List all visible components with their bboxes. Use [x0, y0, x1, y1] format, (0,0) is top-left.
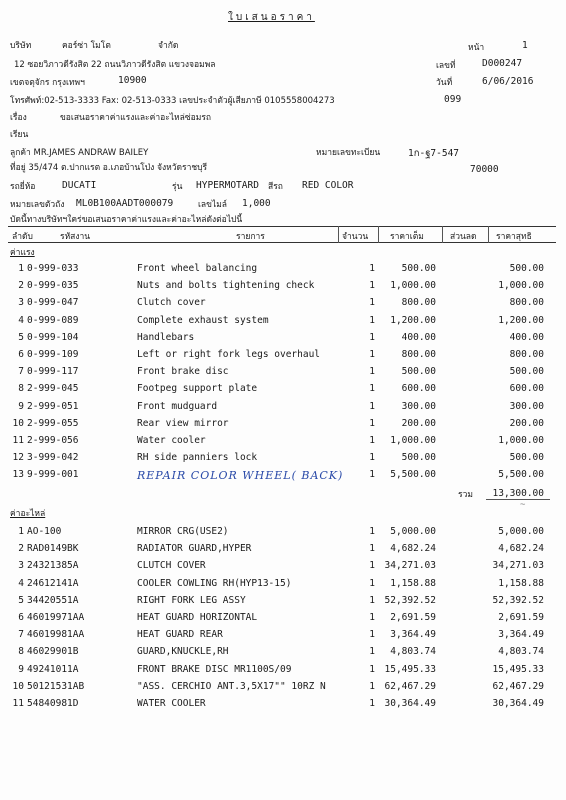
- row-number: 6: [18, 349, 24, 360]
- plate-label: หมายเลขทะเบียน: [316, 148, 381, 158]
- item-full-price: 300.00: [401, 400, 436, 412]
- item-quantity: 1: [369, 646, 375, 658]
- row-number: 11: [12, 698, 24, 709]
- item-net-price: 500.00: [509, 263, 544, 274]
- item-net-price: 200.00: [509, 417, 544, 429]
- item-quantity: 1: [369, 698, 375, 709]
- item-net-price: 1,000.00: [498, 435, 544, 446]
- table-row: [0, 349, 566, 366]
- brand-label: รถยี่ห้อ: [10, 182, 36, 192]
- item-quantity: 1: [369, 577, 375, 589]
- item-description: Rear view mirror: [137, 417, 229, 429]
- labor-section-label: ค่าแรง: [10, 248, 35, 258]
- row-number: 1: [18, 263, 24, 274]
- col-divider: [442, 226, 443, 243]
- item-description: Left or right fork legs overhaul: [137, 349, 321, 360]
- page-label: หน้า: [468, 43, 485, 53]
- table-row: [0, 629, 566, 646]
- table-row: [0, 332, 566, 349]
- row-number: 9: [18, 663, 24, 675]
- item-code: RAD0149BK: [27, 543, 79, 555]
- table-row: [0, 664, 566, 681]
- table-row: [0, 452, 566, 469]
- table-row: [0, 401, 566, 418]
- labor-subtotal-value: 13,300.00: [492, 488, 544, 499]
- item-quantity: 1: [369, 526, 375, 537]
- item-code: AO-100: [27, 526, 62, 537]
- item-full-price: 5,000.00: [390, 526, 436, 537]
- item-full-price: 30,364.49: [384, 698, 436, 709]
- item-net-price: 400.00: [509, 331, 544, 343]
- item-quantity: 1: [369, 663, 375, 675]
- item-full-price: 400.00: [401, 331, 436, 343]
- item-description: HEAT GUARD HORIZONTAL: [137, 612, 258, 623]
- item-description: WATER COOLER: [137, 698, 206, 709]
- item-code: 0-999-089: [27, 314, 79, 326]
- customer-name: ลูกค้า MR.JAMES ANDRAW BAILEY: [10, 148, 149, 158]
- item-description: Water cooler: [137, 435, 206, 446]
- table-row: [0, 263, 566, 280]
- item-net-price: 300.00: [509, 400, 544, 412]
- item-full-price: 500.00: [401, 452, 436, 464]
- company-name: คอร์ซ่า โมโต: [62, 41, 111, 51]
- item-net-price: 1,158.88: [498, 577, 544, 589]
- item-full-price: 4,682.24: [390, 543, 436, 555]
- col-divider: [378, 226, 379, 243]
- item-quantity: 1: [369, 331, 375, 343]
- item-description: Handlebars: [137, 331, 195, 343]
- item-code: 2-999-045: [27, 383, 79, 395]
- item-full-price: 1,000.00: [390, 435, 436, 446]
- item-net-price: 4,803.74: [498, 646, 544, 658]
- item-description: Clutch cover: [137, 297, 206, 309]
- customer-address: ที่อยู่ 35/474 ต.ปากแรต อ.เภอบ้านโป่ง จังหวัดราชบุรี: [10, 163, 208, 173]
- contact-line: โทรศัพท์:02-513-3333 Fax: 02-513-0333 เลขประจำตัวผู้เสียภาษี 0105558004273: [10, 96, 335, 106]
- item-quantity: 1: [369, 435, 375, 446]
- item-code: 24321385A: [27, 560, 79, 572]
- item-net-price: 800.00: [509, 297, 544, 309]
- item-quantity: 1: [369, 629, 375, 641]
- item-full-price: 52,392.52: [384, 594, 436, 606]
- item-full-price: 800.00: [401, 349, 436, 360]
- row-number: 13: [12, 469, 24, 481]
- subtotal-underline: [486, 499, 550, 500]
- item-description: Front wheel balancing: [137, 263, 258, 274]
- item-net-price: 52,392.52: [492, 594, 544, 606]
- item-full-price: 62,467.29: [384, 680, 436, 692]
- color-value: RED COLOR: [302, 180, 354, 191]
- table-row: [0, 526, 566, 543]
- col-divider: [338, 226, 339, 243]
- col-header-desc: รายการ: [236, 232, 265, 242]
- item-description: RH side panniers lock: [137, 452, 258, 464]
- item-quantity: 1: [369, 314, 375, 326]
- item-quantity: 1: [369, 417, 375, 429]
- table-row: [0, 297, 566, 314]
- item-description: GUARD,KNUCKLE,RH: [137, 646, 229, 658]
- chassis-label: หมายเลขตัวถัง: [10, 200, 65, 210]
- item-full-price: 34,271.03: [384, 560, 436, 572]
- row-number: 8: [18, 646, 24, 658]
- item-code: 0-999-033: [27, 263, 79, 274]
- chassis-number: ML0B100AADT000079: [76, 198, 174, 209]
- item-description: "ASS. CERCHIO ANT.3,5X17"" 10RZ N: [137, 680, 326, 692]
- row-number: 9: [18, 400, 24, 412]
- item-full-price: 1,000.00: [390, 280, 436, 292]
- row-number: 5: [18, 331, 24, 343]
- item-code: 2-999-055: [27, 417, 79, 429]
- col-header-price: ราคาเต็ม: [390, 232, 424, 242]
- item-code: 0-999-117: [27, 366, 79, 378]
- item-net-price: 3,364.49: [498, 629, 544, 641]
- item-description: Footpeg support plate: [137, 383, 258, 395]
- table-row: [0, 543, 566, 560]
- row-number: 10: [12, 417, 24, 429]
- item-description: Complete exhaust system: [137, 314, 269, 326]
- item-quantity: 1: [369, 400, 375, 412]
- item-net-price: 30,364.49: [492, 698, 544, 709]
- row-number: 7: [18, 629, 24, 641]
- subject-label: เรื่อง: [10, 113, 27, 123]
- table-row: [0, 578, 566, 595]
- item-description: Front brake disc: [137, 366, 229, 378]
- color-label: สีรถ: [268, 182, 283, 192]
- item-full-price: 2,691.59: [390, 612, 436, 623]
- item-code: 46019971AA: [27, 612, 85, 623]
- item-full-price: 3,364.49: [390, 629, 436, 641]
- item-code: 0-999-035: [27, 280, 79, 292]
- item-code: 0-999-104: [27, 331, 79, 343]
- item-full-price: 15,495.33: [384, 663, 436, 675]
- item-full-price: 4,803.74: [390, 646, 436, 658]
- item-full-price: 1,158.88: [390, 577, 436, 589]
- subject-text: ขอเสนอราคาค่าแรงและค่าอะไหล่ซ่อมรถ: [60, 113, 212, 123]
- mileage-value: 1,000: [242, 198, 271, 209]
- item-description: COOLER COWLING RH(HYP13-15): [137, 577, 292, 589]
- labor-subtotal-label: รวม: [458, 490, 473, 500]
- table-row: [0, 560, 566, 577]
- row-number: 11: [12, 435, 24, 446]
- table-row: [0, 383, 566, 400]
- item-quantity: 1: [369, 612, 375, 623]
- table-row: [0, 280, 566, 297]
- item-code: 3-999-042: [27, 452, 79, 464]
- table-row: [0, 698, 566, 715]
- col-header-qty: จำนวน: [342, 232, 369, 242]
- item-code: 0-999-109: [27, 349, 79, 360]
- intro-text: บัดนี้ทางบริษัทฯใคร่ขอเสนอราคาค่าแรงและค่าอะไหล่ดังต่อไปนี้: [10, 215, 243, 225]
- item-code: 34420551A: [27, 594, 79, 606]
- table-header-rule: [8, 242, 556, 243]
- row-number: 8: [18, 383, 24, 395]
- item-full-price: 500.00: [401, 263, 436, 274]
- item-description: MIRROR CRG(USE2): [137, 526, 229, 537]
- col-header-discount: ส่วนลด: [450, 232, 477, 242]
- item-net-price: 15,495.33: [492, 663, 544, 675]
- item-description: REPAIR COLOR WHEEL( BACK): [137, 469, 344, 483]
- item-quantity: 1: [369, 680, 375, 692]
- row-number: 2: [18, 280, 24, 292]
- date-value: 6/06/2016: [482, 76, 534, 87]
- row-number: 5: [18, 594, 24, 606]
- row-number: 10: [12, 680, 24, 692]
- item-net-price: 500.00: [509, 366, 544, 378]
- item-description: Front mudguard: [137, 400, 218, 412]
- company-suffix: จำกัด: [158, 41, 179, 51]
- page-number: 1: [522, 40, 528, 51]
- pen-scribble: ~: [520, 500, 526, 510]
- item-full-price: 500.00: [401, 366, 436, 378]
- item-net-price: 5,000.00: [498, 526, 544, 537]
- item-full-price: 600.00: [401, 383, 436, 395]
- table-row: [0, 418, 566, 435]
- item-code: 2-999-051: [27, 400, 79, 412]
- row-number: 4: [18, 577, 24, 589]
- item-full-price: 200.00: [401, 417, 436, 429]
- model-value: HYPERMOTARD: [196, 180, 259, 191]
- item-quantity: 1: [369, 469, 375, 481]
- item-quantity: 1: [369, 349, 375, 360]
- table-row: [0, 646, 566, 663]
- item-net-price: 5,500.00: [498, 469, 544, 481]
- company-label: บริษัท: [10, 41, 32, 51]
- item-net-price: 1,000.00: [498, 280, 544, 292]
- table-row: [0, 315, 566, 332]
- table-row: [0, 612, 566, 629]
- item-code: 0-999-047: [27, 297, 79, 309]
- item-quantity: 1: [369, 543, 375, 555]
- item-net-price: 600.00: [509, 383, 544, 395]
- customer-zip: 70000: [470, 164, 499, 175]
- model-label: รุ่น: [172, 182, 183, 192]
- item-net-price: 34,271.03: [492, 560, 544, 572]
- item-quantity: 1: [369, 366, 375, 378]
- item-code: 46019981AA: [27, 629, 85, 641]
- brand-value: DUCATI: [62, 180, 97, 191]
- row-number: 4: [18, 314, 24, 326]
- row-number: 7: [18, 366, 24, 378]
- item-description: RIGHT FORK LEG ASSY: [137, 594, 246, 606]
- item-quantity: 1: [369, 452, 375, 464]
- postal-code: 10900: [118, 75, 147, 86]
- parts-section-label: ค่าอะไหล่: [10, 509, 46, 519]
- item-net-price: 62,467.29: [492, 680, 544, 692]
- item-code: 49241011A: [27, 663, 79, 675]
- col-header-code: รหัสงาน: [60, 232, 91, 242]
- item-code: 50121531AB: [27, 680, 85, 692]
- doc-no-label: เลขที่: [436, 61, 456, 71]
- row-number: 3: [18, 297, 24, 309]
- item-net-price: 1,200.00: [498, 314, 544, 326]
- item-net-price: 2,691.59: [498, 612, 544, 623]
- row-number: 2: [18, 543, 24, 555]
- table-row: [0, 366, 566, 383]
- table-row: [0, 595, 566, 612]
- item-net-price: 500.00: [509, 452, 544, 464]
- item-description: Nuts and bolts tightening check: [137, 280, 315, 292]
- row-number: 1: [18, 526, 24, 537]
- branch-code: 099: [444, 94, 462, 105]
- item-code: 46029901B: [27, 646, 79, 658]
- item-full-price: 5,500.00: [390, 469, 436, 481]
- table-top-rule: [8, 226, 556, 227]
- col-header-no: ลำดับ: [12, 232, 33, 242]
- item-quantity: 1: [369, 383, 375, 395]
- item-net-price: 800.00: [509, 349, 544, 360]
- item-quantity: 1: [369, 297, 375, 309]
- item-code: 24612141A: [27, 577, 79, 589]
- item-quantity: 1: [369, 280, 375, 292]
- date-label: วันที่: [436, 78, 453, 88]
- doc-no: D000247: [482, 58, 523, 69]
- item-full-price: 800.00: [401, 297, 436, 309]
- item-description: HEAT GUARD REAR: [137, 629, 223, 641]
- salutation: เรียน: [10, 130, 29, 140]
- row-number: 12: [12, 452, 24, 464]
- col-divider: [488, 226, 489, 243]
- table-row: [0, 469, 566, 486]
- table-row: [0, 435, 566, 452]
- item-description: FRONT BRAKE DISC MR1100S/09: [137, 663, 292, 675]
- item-description: RADIATOR GUARD,HYPER: [137, 543, 252, 555]
- item-code: 54840981D: [27, 698, 79, 709]
- address-line-1: 12 ซอยวิภาวดีรังสิต 22 ถนนวิภาวดีรังสิต แขวงจอมพล: [14, 60, 216, 70]
- col-header-total: ราคาสุทธิ: [496, 232, 532, 242]
- item-quantity: 1: [369, 560, 375, 572]
- document-title: ใบเสนอราคา: [228, 12, 315, 23]
- item-full-price: 1,200.00: [390, 314, 436, 326]
- item-code: 2-999-056: [27, 435, 79, 446]
- address-line-2: เขตจตุจักร กรุงเทพฯ: [10, 78, 85, 88]
- item-description: CLUTCH COVER: [137, 560, 206, 572]
- item-code: 9-999-001: [27, 469, 79, 481]
- item-quantity: 1: [369, 594, 375, 606]
- row-number: 6: [18, 612, 24, 623]
- mileage-label: เลขไมล์: [198, 200, 228, 210]
- row-number: 3: [18, 560, 24, 572]
- item-net-price: 4,682.24: [498, 543, 544, 555]
- table-row: [0, 681, 566, 698]
- item-quantity: 1: [369, 263, 375, 274]
- plate-number: 1ก-ฐ7-547: [408, 148, 460, 159]
